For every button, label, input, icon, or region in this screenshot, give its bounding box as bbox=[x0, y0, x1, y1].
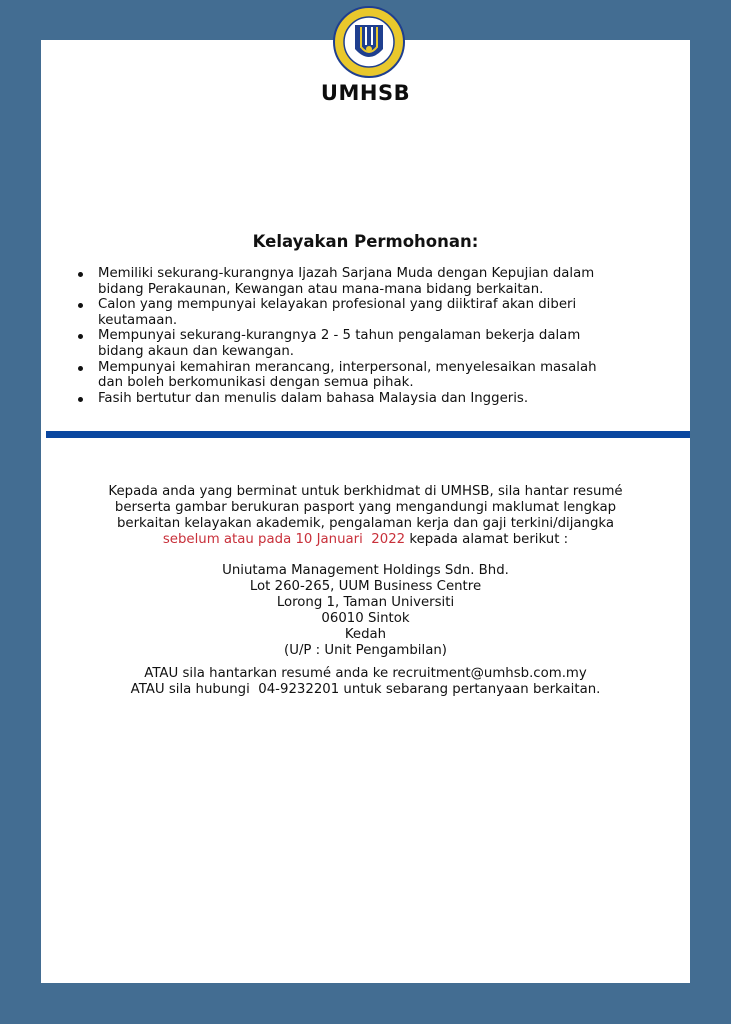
bullet-icon bbox=[78, 334, 83, 339]
phone-number[interactable]: 04-9232201 bbox=[258, 682, 340, 697]
requirement-item: Memiliki sekurang-kurangnya Ijazah Sarjana Muda dengan Kepujian dalam bidang Perakaunan, Kewangan atau mana-mana bidang berkaitan. bbox=[74, 266, 674, 297]
requirement-item: Mempunyai sekurang-kurangnya 2 - 5 tahun pengalaman bekerja dalam bidang akaun dan kewangan. bbox=[74, 328, 674, 359]
bullet-icon bbox=[78, 272, 83, 277]
requirements-heading: Kelayakan Permohonan: bbox=[252, 232, 479, 251]
bullet-icon bbox=[78, 366, 83, 371]
email-link[interactable]: recruitment@umhsb.com.my bbox=[392, 666, 587, 681]
deadline-line: sebelum atau pada 10 Januari 2022 kepada alamat berikut : bbox=[162, 532, 569, 547]
address-line: Lorong 1, Taman Universiti bbox=[276, 595, 455, 610]
contact-info bbox=[60, 666, 671, 698]
application-instructions: Kepada anda yang berminat untuk berkhidmat di UMHSB, sila hantar resumé berserta gambar berukuran pasport yang mengandungi maklumat lengkap berkaitan kelayakan akademik, pengalaman kerja dan gaji terkini/dijangka sebelum atau pada 10 Januari 2022 kepada alamat berikut : bbox=[60, 484, 671, 548]
requirement-item: Mempunyai kemahiran merancang, interpersonal, menyelesaikan masalah dan boleh berkomunikasi dengan semua pihak. bbox=[74, 360, 674, 391]
university-crest-logo bbox=[333, 5, 405, 81]
requirement-item: Calon yang mempunyai kelayakan profesional yang diiktiraf akan diberi keutamaan. bbox=[74, 297, 674, 328]
email-line: ATAU sila hantarkan resumé anda ke recruitment@umhsb.com.my bbox=[144, 666, 587, 681]
deadline-date: sebelum atau pada 10 Januari 2022 bbox=[162, 532, 406, 547]
bullet-icon bbox=[78, 303, 83, 308]
address-company: Uniutama Management Holdings Sdn. Bhd. bbox=[222, 563, 509, 578]
address-state: Kedah bbox=[344, 627, 387, 642]
brand-name: UMHSB bbox=[320, 81, 411, 105]
phone-line: ATAU sila hubungi 04-9232201 untuk sebarang pertanyaan berkaitan. bbox=[130, 682, 601, 697]
address-postcode: 06010 Sintok bbox=[321, 611, 410, 626]
section-divider bbox=[46, 431, 690, 438]
requirement-item: Fasih bertutur dan menulis dalam bahasa Malaysia dan Inggeris. bbox=[74, 391, 674, 407]
address-attention: (U/P : Unit Pengambilan) bbox=[284, 643, 447, 658]
mailing-address bbox=[60, 563, 671, 659]
bullet-icon bbox=[78, 397, 83, 402]
address-line: Lot 260-265, UUM Business Centre bbox=[249, 579, 482, 594]
requirements-list bbox=[74, 266, 674, 406]
